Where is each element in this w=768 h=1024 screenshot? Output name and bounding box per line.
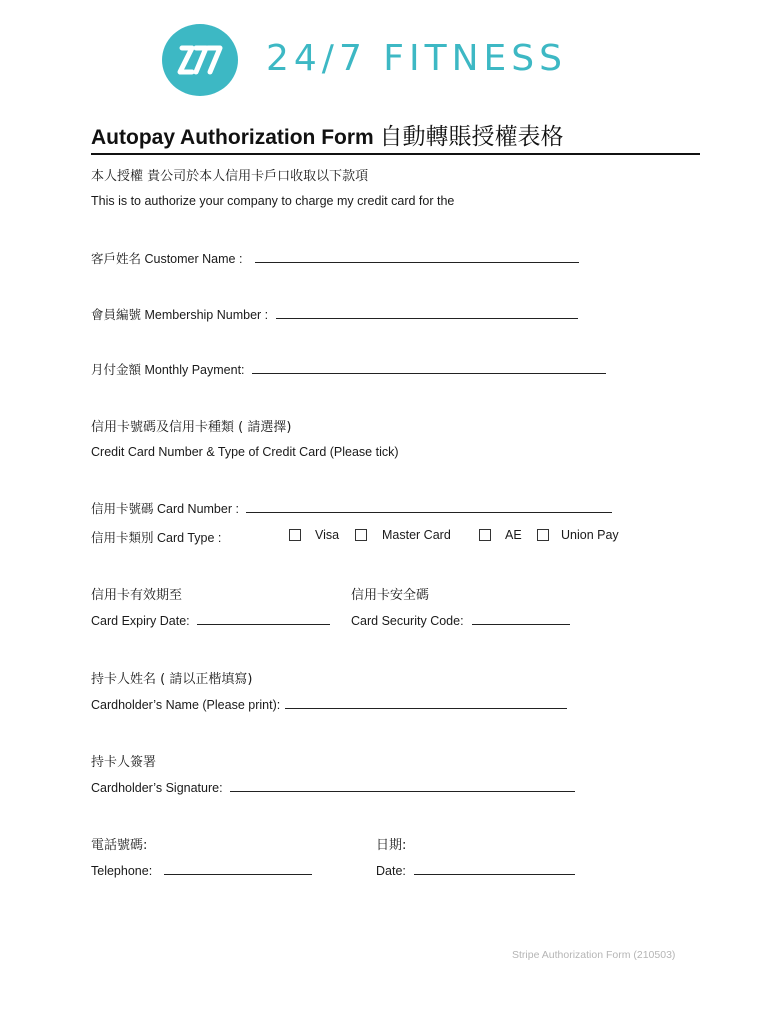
card-type-label: 信用卡類別 Card Type : <box>91 531 222 545</box>
footer-note: Stripe Authorization Form (210503) <box>512 949 676 961</box>
telephone-zh: 電話號碼: <box>91 838 148 853</box>
customer-name-row <box>91 249 579 268</box>
visa-checkbox[interactable] <box>289 529 301 541</box>
card-section-en: Credit Card Number & Type of Credit Card (Please tick) <box>91 445 399 459</box>
holder-name-label: Cardholder’s Name (Please print): <box>91 698 281 712</box>
signature-zh: 持卡人簽署 <box>91 755 157 770</box>
expiry-label: Card Expiry Date: <box>91 614 190 628</box>
master-card-label: Master Card <box>382 528 451 542</box>
date-zh: 日期: <box>376 838 407 853</box>
form-title <box>91 118 564 151</box>
customer-name-field[interactable] <box>255 250 579 263</box>
telephone-row <box>91 862 312 880</box>
holder-name-zh: 持卡人姓名 ( 請以正楷填寫) <box>91 672 253 687</box>
card-number-label: 信用卡號碼 Card Number : <box>91 502 239 516</box>
date-row <box>376 862 575 880</box>
form-title-zh: 自動轉賬授權表格 <box>379 124 564 150</box>
ae-checkbox[interactable] <box>479 529 491 541</box>
holder-name-row <box>91 696 567 714</box>
card-number-row <box>91 499 612 518</box>
monthly-payment-field[interactable] <box>252 361 606 374</box>
monthly-payment-row <box>91 360 606 379</box>
union-pay-label: Union Pay <box>561 528 619 542</box>
brand-name: 24/7 FITNESS <box>266 38 567 79</box>
membership-row <box>91 305 578 324</box>
card-section-zh: 信用卡號碼及信用卡種類 ( 請選擇) <box>91 420 292 435</box>
intro-en: This is to authorize your company to charge my credit card for the <box>91 194 455 208</box>
union-pay-checkbox[interactable] <box>537 529 549 541</box>
security-label: Card Security Code: <box>351 614 464 628</box>
card-number-field[interactable] <box>246 500 612 513</box>
form-title-en: Autopay Authorization Form <box>91 126 374 149</box>
title-divider <box>91 153 700 155</box>
membership-label: 會員編號 Membership Number : <box>91 308 269 322</box>
signature-label: Cardholder’s Signature: <box>91 781 223 795</box>
master-card-checkbox[interactable] <box>355 529 367 541</box>
security-row <box>351 612 570 630</box>
ae-label: AE <box>505 528 522 542</box>
signature-row <box>91 779 575 797</box>
expiry-field[interactable] <box>197 612 330 625</box>
security-field[interactable] <box>472 612 570 625</box>
customer-name-label: 客戶姓名 Customer Name : <box>91 252 243 266</box>
holder-name-field[interactable] <box>285 696 567 709</box>
monthly-payment-label: 月付金額 Monthly Payment: <box>91 363 245 377</box>
date-field[interactable] <box>414 862 575 875</box>
telephone-field[interactable] <box>164 862 312 875</box>
fitness-logo-icon <box>162 24 238 96</box>
intro-zh: 本人授權 貴公司於本人信用卡戶口收取以下款項 <box>91 169 369 184</box>
security-zh: 信用卡安全碼 <box>351 588 430 603</box>
expiry-zh: 信用卡有效期至 <box>91 588 183 603</box>
date-label: Date: <box>376 864 406 878</box>
membership-field[interactable] <box>276 306 578 319</box>
signature-field[interactable] <box>230 779 575 792</box>
expiry-row <box>91 612 330 630</box>
visa-label: Visa <box>315 528 340 542</box>
telephone-label: Telephone: <box>91 864 153 878</box>
